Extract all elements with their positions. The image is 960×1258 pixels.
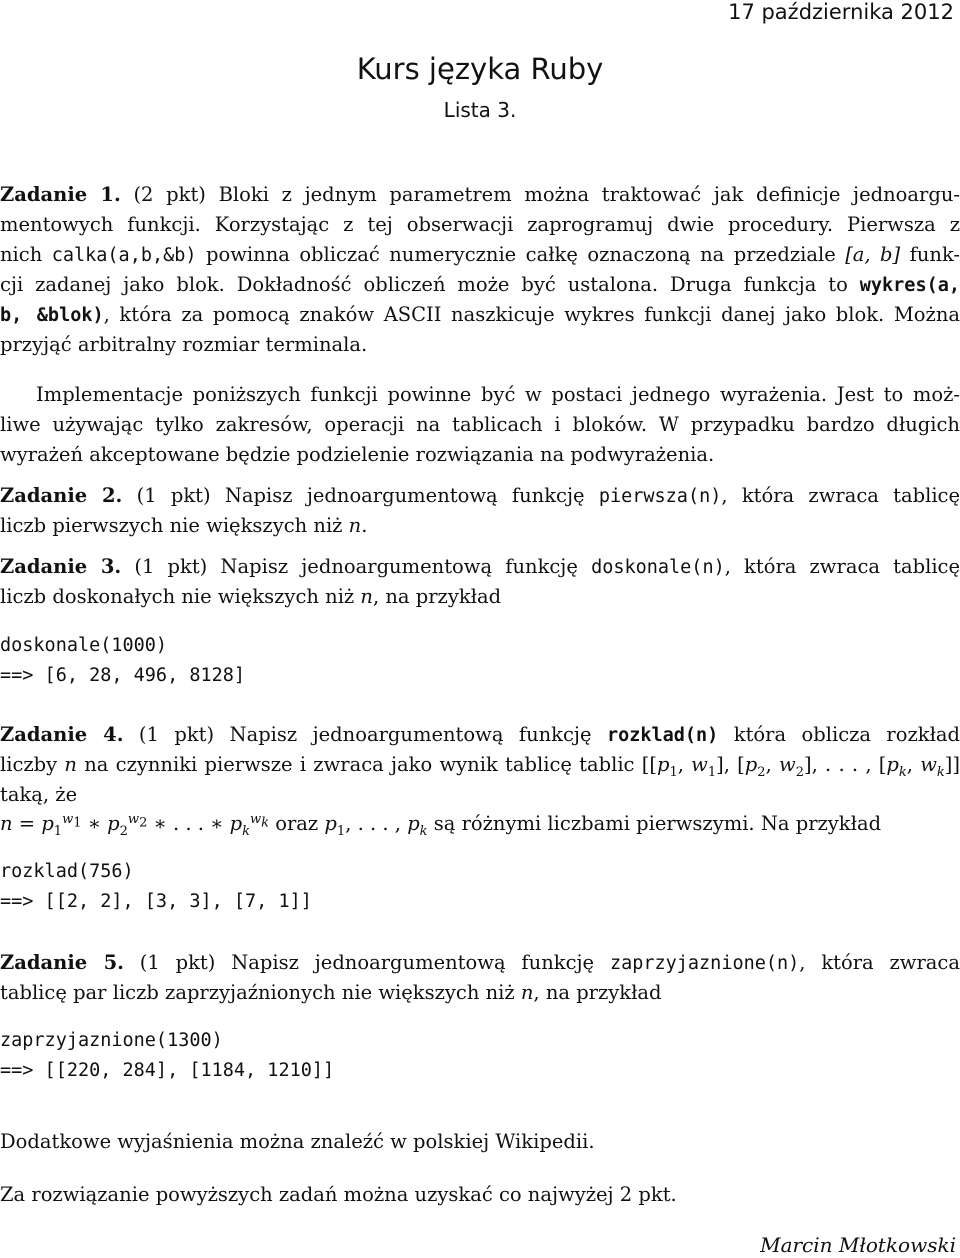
code-pierwsza-text: pierwsza(n): [598, 486, 722, 507]
code-zaprzyjaznione: zaprzyjaznione(n): [609, 953, 800, 974]
task1-points: (2 pkt): [133, 183, 206, 206]
code-wykres-args: b, &blok): [0, 305, 104, 326]
task3-text: liczb doskonałych nie większych niż: [0, 585, 355, 608]
task5-text: , na przykład: [533, 981, 662, 1004]
task1-label: Zadanie 1.: [0, 183, 121, 206]
task1-line1: [0, 180, 960, 210]
code-wykres: wykres(a,: [859, 275, 960, 296]
task2-line1: [0, 481, 960, 512]
task3-text: , na przykład: [372, 585, 502, 608]
task1-text: , która za pomocą znaków ASCII naszkicuje wykres funkcji danej jako blok. Można: [103, 303, 960, 326]
code-pierwsza: [599, 486, 722, 507]
code-doskonale: doskonale(n): [591, 557, 725, 578]
code-example-call: zaprzyjaznione(1300): [0, 1030, 223, 1051]
task5-line2: [0, 978, 960, 1008]
task1-text: funk-: [909, 243, 960, 266]
task1-text: powinna obliczać numerycznie całkę oznaczoną na przedziale: [205, 243, 836, 266]
var-n: n: [348, 514, 362, 537]
task1-p2-line1: Implementacje poniższych funkcji powinne być w postaci jednego wyrażenia. Jest to moż-: [36, 383, 960, 406]
task1-text: nich: [0, 243, 43, 266]
task1-p2-line3: wyrażeń akceptowane będzie podzielenie rozwiązania na podwyrażenia.: [0, 443, 715, 466]
task1-line6: przyjąć arbitralny rozmiar terminala.: [0, 333, 368, 356]
task2-line2: [0, 511, 960, 541]
author-signature: Marcin Młotkowski: [760, 1233, 956, 1257]
task1-line4: [0, 270, 960, 301]
task3-line1: [0, 552, 960, 583]
task2-label: Zadanie 2.: [0, 484, 123, 507]
task5-text: tablicę par liczb zaprzyjaźnionych nie większych niż: [0, 981, 515, 1004]
task3-label: Zadanie 3.: [0, 555, 122, 578]
task3-line2: [0, 582, 960, 612]
task1-line2: mentowych funkcji. Korzystając z tej obserwacji zaprogramuj dwie procedury. Pierwsza z: [0, 213, 960, 236]
task1-text: cji zadanej jako blok. Dokładność obliczeń może być ustalona. Druga funkcja to: [0, 273, 848, 296]
task4-line2: [0, 750, 960, 780]
math-factorization: $n = p_1^{w_1}$ ∗ $p_2^{w_2}$ ∗ . . . ∗ $p_k^{w_k}$: [0, 811, 270, 839]
var-n: n: [520, 981, 534, 1004]
task3-text: , która zwraca tablicę: [724, 555, 960, 578]
task1-p2-line2: liwe używając tylko zakresów, operacji na tablicach i bloków. W przypadku bardzo długich: [0, 413, 960, 436]
task4-line1: [0, 720, 960, 751]
code-calka: calka(a,b,&b): [51, 245, 197, 266]
code-example-call: rozklad(756): [0, 861, 134, 882]
task4-label: Zadanie 4.: [0, 723, 124, 746]
document-subtitle: Lista 3.: [443, 98, 517, 122]
var-n: n: [360, 585, 373, 608]
task2-text: (1 pkt) Napisz jednoargumentową funkcję: [136, 484, 585, 507]
task4-text: oraz: [275, 812, 319, 835]
task5-text: , która zwraca: [799, 951, 960, 974]
math-interval: [a, b]: [845, 243, 901, 266]
math-pairs: [[$p_1$, $w_1$], [$p_2$, $w_2$], . . . , [$p_k$, $w_k$]]: [641, 753, 960, 780]
task4-text: są różnymi liczbami pierwszymi. Na przykład: [433, 812, 882, 835]
task4-line4: [0, 809, 960, 839]
task4-text: (1 pkt) Napisz jednoargumentową funkcję: [138, 723, 592, 746]
task1-text: Bloki z jednym parametrem można traktować jak definicje jednoargu-: [218, 183, 960, 206]
document-title: Kurs języka Ruby: [356, 52, 604, 86]
math-primes: $p_1$, . . . , $p_k$: [324, 812, 428, 839]
var-n: n: [64, 753, 77, 776]
code-example-result: ==> [[2, 2], [3, 3], [7, 1]]: [0, 891, 312, 912]
code-example-call: doskonale(1000): [0, 635, 168, 656]
footer-note-points: Za rozwiązanie powyższych zadań można uzyskać co najwyżej 2 pkt.: [0, 1183, 677, 1206]
code-example-result: ==> [[220, 284], [1184, 1210]]: [0, 1060, 335, 1081]
task5-text: (1 pkt) Napisz jednoargumentową funkcję: [139, 951, 595, 974]
task1-line5: [0, 300, 960, 331]
task4-line3: taką, że: [0, 783, 78, 806]
task1-line3: [0, 240, 960, 271]
document-date: 17 października 2012: [728, 0, 954, 24]
task5-line1: [0, 948, 960, 979]
task5-label: Zadanie 5.: [0, 951, 124, 974]
code-rozklad: rozklad(n): [606, 725, 719, 746]
task4-text: liczby: [0, 753, 58, 776]
footer-note-wikipedia: Dodatkowe wyjaśnienia można znaleźć w polskiej Wikipedii.: [0, 1130, 595, 1153]
task4-text: która oblicza rozkład: [733, 723, 960, 746]
task3-text: (1 pkt) Napisz jednoargumentową funkcję: [134, 555, 578, 578]
task2-text: liczb pierwszych nie większych niż: [0, 514, 343, 537]
task2-text: , która zwraca tablicę: [721, 484, 960, 507]
task2-text: .: [361, 514, 368, 537]
task4-text: na czynniki pierwsze i zwraca jako wynik tablicę tablic: [84, 753, 635, 776]
code-example-result: ==> [6, 28, 496, 8128]: [0, 665, 246, 686]
